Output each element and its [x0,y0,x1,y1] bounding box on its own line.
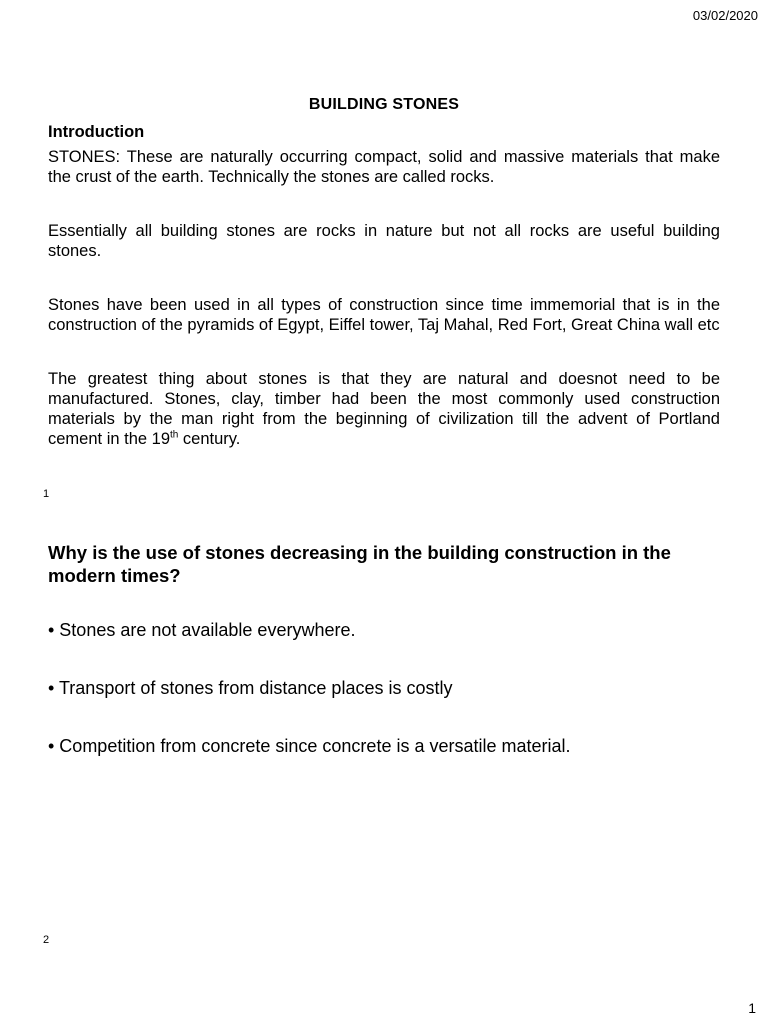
slide-number-2: 2 [43,934,50,946]
question-heading: Why is the use of stones decreasing in the building construction in the modern times? [48,542,671,586]
slide-number-1: 1 [43,488,50,500]
document-date: 03/02/2020 [692,8,758,23]
paragraph-text-end: century. [178,430,241,448]
slide-1 [48,96,720,449]
bullet-item: • Competition from concrete since concrete is a versatile material. [48,736,571,756]
bullet-item: • Stones are not available everywhere. [48,620,356,640]
paragraph-stones-definition: STONES: These are naturally occurring compact, solid and massive materials that make the crust of the earth. Technically the stones are called rocks. [48,148,720,186]
paragraph-rocks-vs-stones: Essentially all building stones are rocks in nature but not all rocks are useful building stones. [48,222,720,260]
slide-2 [48,541,720,793]
paragraph-text: The greatest thing about stones is that they are natural and doesnot need to be manufactured. Stones, clay, timber had been the most commonly used construction materials by the man right from the beginning of civilization till the advent of Portland cement in the 19 [48,370,720,448]
bullet-item: • Transport of stones from distance places is costly [48,678,453,698]
paragraph-natural-material [48,369,720,449]
paragraph-history: Stones have been used in all types of construction since time immemorial that is in the construction of the pyramids of Egypt, Eiffel tower, Taj Mahal, Red Fort, Great China wall etc [48,296,720,334]
section-heading-introduction: Introduction [48,123,145,141]
page-title: BUILDING STONES [308,96,460,113]
page-number: 1 [748,1000,756,1016]
superscript-ordinal: th [170,429,179,441]
